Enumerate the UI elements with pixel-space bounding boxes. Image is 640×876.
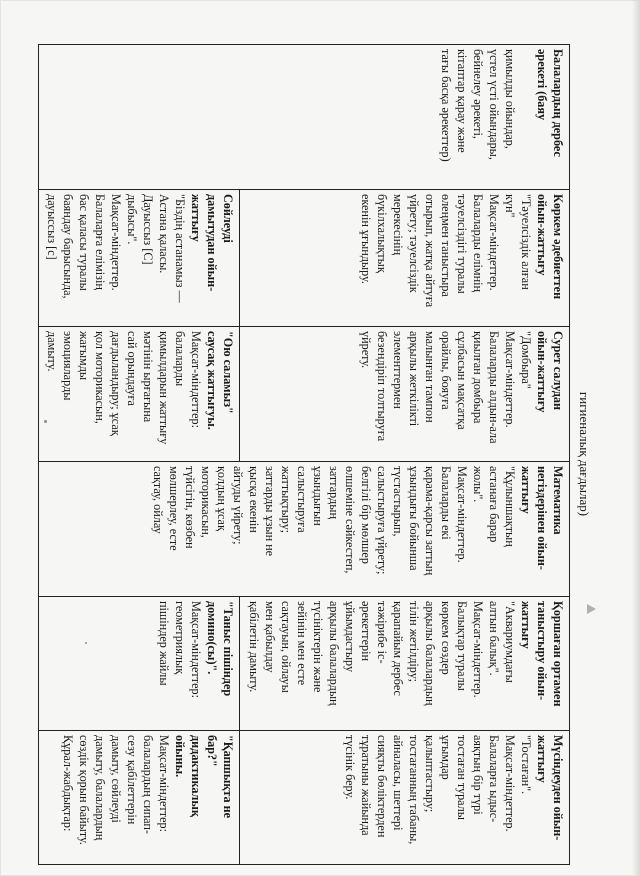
cell-text-line: бүкілхалықтық (375, 194, 389, 273)
cell-text-line: сұлбасын мақсатқа (455, 331, 469, 430)
cell-text-line: дыбысы". (124, 194, 139, 245)
cell-finger-exercise (39, 327, 240, 462)
cell-text-line: арқылы балалардың (327, 601, 341, 706)
cell-text-line: "Тәуелсіздік алған (519, 194, 533, 290)
cell-text-line: астанаға барар (487, 466, 501, 543)
cell-shapes-domino (39, 597, 240, 731)
cell-text-line: аяқтың бір түрі (471, 735, 485, 815)
cell-text-line: айналасы, шеттері (391, 735, 405, 831)
cell-title-line: жаттығу (535, 735, 549, 783)
cell-title-line: Мүсіндеуден ойын- (551, 735, 565, 841)
cell-text-line: "Домбыра" (519, 331, 533, 389)
cell-text-line: Құрал-жабдықтар: (60, 735, 75, 832)
cell-text-line: сияқты бөліктерден (375, 735, 389, 838)
cell-text-line: көркем сөздер (439, 601, 453, 675)
cell-text-line: дамыту, сөйлеуді (108, 735, 123, 823)
cell-title-line: "Ою саламыз" (220, 331, 235, 414)
cell-text-line: заттардың (327, 466, 341, 519)
cell-text-line: моторикасын, (199, 466, 213, 538)
cell-text-line: Мақсат-міндеттер. (503, 331, 517, 428)
cell-title-line (518, 49, 534, 185)
cell-text-line: Балаларға ыдыс- (487, 735, 501, 823)
cell-text-line: дамыту. (44, 331, 59, 372)
cell-environment (239, 597, 569, 731)
cell-text-line: тілін жетілдіру; (407, 601, 421, 683)
table-row-top (239, 45, 569, 865)
cell-text-line: "Құлыншақтың (503, 466, 517, 547)
cell-title-line: Балалардың дербес (551, 49, 565, 157)
cell-text-line: тағы басқа әрекеттер) (439, 49, 453, 162)
cell-text-line: элементтермен (391, 331, 405, 409)
cell-title-line: саусақ жаттығуы. (204, 331, 219, 430)
cell-text-line: малынған тампон (423, 331, 437, 423)
cell-text-line: түйсігін, көзбен (183, 466, 197, 549)
cell-text-line: салыстыруға (295, 466, 309, 533)
cell-title-line: жаттығу (188, 194, 203, 242)
cell-text-line: салыстыруға үйрету; (375, 466, 389, 575)
cell-text-line: Мақсат-міндеттер. (108, 194, 123, 291)
cell-text-line: Балықтар туралы (455, 601, 469, 691)
cell-title-line: "Қапшықта не (220, 735, 235, 819)
cell-literature (239, 190, 569, 327)
cell-title-line: Математика (551, 466, 565, 535)
cell-text-line: бейнелеу әрекеті, (471, 49, 485, 139)
cell-text-line: екенін ұғындыру. (359, 194, 373, 284)
cell-text-line: мен қабылдау (263, 601, 277, 673)
cell-text-line: үйрету. (359, 331, 373, 369)
cell-drawing (239, 327, 569, 462)
cell-text-line: дауыссыз [с] (44, 194, 59, 260)
cell-text-line: қимылдарын жаттығу (156, 331, 171, 445)
cell-text-line: ұғымдар (439, 735, 453, 780)
cell-text-line: үйрету; тәуелсіздік (407, 194, 421, 293)
cell-text-line: Балаларды екі (439, 466, 453, 540)
cell-title-line: ойын-жаттығу (535, 194, 549, 276)
cell-text-line: күн" (503, 194, 517, 218)
cell-text-line: қысқа екенін (247, 466, 261, 533)
cell-title-line: негіздерінен ойын- (535, 466, 549, 570)
cell-text-line: тостаған туралы (455, 735, 469, 820)
cell-text-line: Балаларды елімнің (471, 194, 485, 292)
cell-text-line: қабілетін дамыту. (247, 601, 261, 693)
cell-title-line: дидактикалық (188, 735, 203, 817)
activities-table (38, 44, 570, 865)
cell-title-line: таныстыру ойын- (535, 601, 549, 701)
cell-title-line: әрекеті (баяу (535, 49, 549, 121)
cell-text-line: түсінік беру. (343, 735, 357, 800)
cell-text-line: эмоцияларды (60, 331, 75, 401)
cell-text-line: Мақсат-міндеттер. (487, 194, 501, 291)
cell-title-line: домино(сы)". (204, 601, 219, 675)
cell-text-line: баяндау барысында, (60, 194, 75, 299)
cell-text-line: "Аквариумдағы (503, 601, 517, 683)
cell-text-line: дағдыландыру; ұсақ (108, 331, 123, 436)
cell-title-line: дамытудан ойын- (204, 194, 219, 292)
cell-text-line: сөздік қорын байыту. (76, 735, 91, 845)
cell-text-line: бас қаласы туралы (76, 194, 91, 291)
cell-text-line: безендіріп толтыруға (375, 331, 389, 442)
cell-text-line: Балаларды алдын-ала (487, 331, 501, 444)
cell-text-line: ұзындығы бойынша (407, 466, 421, 571)
scan-shadow (632, 0, 640, 876)
cell-text-line: үстел үсті ойындары, (487, 49, 501, 160)
cell-text-line: кітаптар қарау және (455, 49, 469, 153)
rotated-table-sheet (38, 44, 598, 864)
cell-text-line: сезу қабілеттерін (124, 735, 139, 825)
cell-title-line: жаттығу (519, 601, 533, 649)
cell-text-line: Балаларға елімізің (92, 194, 107, 290)
cell-modeling (239, 731, 569, 865)
cell-text-line: "Тостаған". (519, 735, 533, 795)
cell-text-line: қарама-қарсы заттың (423, 466, 437, 576)
cell-text-line: мерекесінің (391, 194, 405, 256)
cell-text-line: жолы". (471, 466, 485, 503)
cell-text-line: Мақсат-міндеттер: (156, 735, 171, 832)
cell-text-line: тәуелсіздігі туралы (455, 194, 469, 294)
cell-text-line: жағымды (76, 331, 91, 381)
cell-text-line: Мақсат-міндеттер. (455, 466, 469, 563)
cell-text-line: геометриялық (172, 601, 187, 675)
cell-text-line: айтуды үйрету; (231, 466, 245, 545)
cell-independent-activity (39, 45, 570, 190)
cell-text-line: түсініктерін және (311, 601, 325, 693)
cell-title-line: бар?" (204, 735, 219, 767)
cell-text-line: арқылы жеткілікті (407, 331, 421, 427)
cell-text-line: отырып, жатқа айтуға (423, 194, 437, 308)
cell-text-line: Мақсат-міндеттер: (188, 601, 203, 698)
cell-text-line: орайлы, бояуға (439, 331, 453, 410)
cell-title-line: Сурет салудан (551, 331, 565, 411)
cell-text-line: мөлшерлеу, есте (167, 466, 181, 551)
cell-text-line: пішіндер жайлы (156, 601, 171, 686)
cell-text-line: әрекеттерін (359, 601, 373, 662)
cell-text-line: сақтауын, ойлауы (279, 601, 293, 693)
cell-title-line: Көркем әдебиеттен (551, 194, 565, 300)
cell-text-line: заттарды ұзын не (263, 466, 277, 557)
cell-text-line: ұйымдастыру (343, 601, 357, 673)
cell-title-line: жаттығу (519, 466, 533, 514)
cell-text-line: тұратыны жайында (359, 735, 373, 836)
cell-text-line: балаларды (172, 331, 187, 387)
cell-text-line: түстастырып, (391, 466, 405, 537)
cell-text-line: зейінін мен есте (295, 601, 309, 686)
cell-title-line: Сөйлеуді (220, 194, 235, 243)
cell-speech (39, 190, 240, 327)
cell-text-line: дамыту, балалардың (92, 735, 107, 841)
cell-title-line: ойын-жаттығу (535, 331, 549, 413)
cell-text-line: жаттықтыру; (279, 466, 293, 534)
cell-text-line: Астана қаласы. (156, 194, 171, 274)
cell-text-line: алтын балық". (487, 601, 501, 676)
cell-text-line: Мақсат-міндеттер. (503, 735, 517, 832)
cell-title-line: "Таныс пішіндер (220, 601, 235, 697)
cell-text-line: сақтау, ойлау (151, 466, 165, 534)
cell-title-line: Қоршаған ортамен (551, 601, 565, 707)
cell-text-line: қиылған домбыра (471, 331, 485, 424)
cell-text-line: тәжірибе іс- (375, 601, 389, 664)
cell-text-line: Дауыссыз [С] (140, 194, 155, 265)
cell-text-line: Мақсат-міндеттер: (188, 331, 203, 428)
cell-text-line: қол моторикасын, (92, 331, 107, 424)
cell-title-line: ойыны. (172, 735, 187, 778)
cell-text-line: белгілі бір мөлшер (359, 466, 373, 564)
cell-text-line: ұзындығын (311, 466, 325, 526)
cell-text-line: мәтінін ырғағына (140, 331, 155, 423)
cell-text-line: қолдың ұсақ (215, 466, 229, 531)
cell-text-line: қимылды ойындар, (503, 49, 517, 149)
cell-math (39, 462, 570, 597)
cell-bag-game (39, 731, 240, 865)
cell-text-line: сай орындауға (124, 331, 139, 406)
cell-text-line: тостағанның табаны, (407, 735, 421, 845)
cell-text-line: балалардың сипап- (140, 735, 155, 834)
cell-text-line: өлеңмен таныстыра (439, 194, 453, 297)
cell-text-line: "Біздің астанамыз — (172, 194, 187, 303)
cell-text-line: өлшеміне сәйкестеп, (343, 466, 357, 574)
cell-text-line: арқылы балалардың (423, 601, 437, 706)
table-header-text (570, 44, 598, 864)
cell-text-line: қалыптастыру; (423, 735, 437, 813)
header-text: гигиеналық дағдылар) (577, 391, 592, 517)
cell-text-line: Мақсат-міндеттер. (471, 601, 485, 698)
cell-text-line: қарапайым дербес (391, 601, 405, 696)
